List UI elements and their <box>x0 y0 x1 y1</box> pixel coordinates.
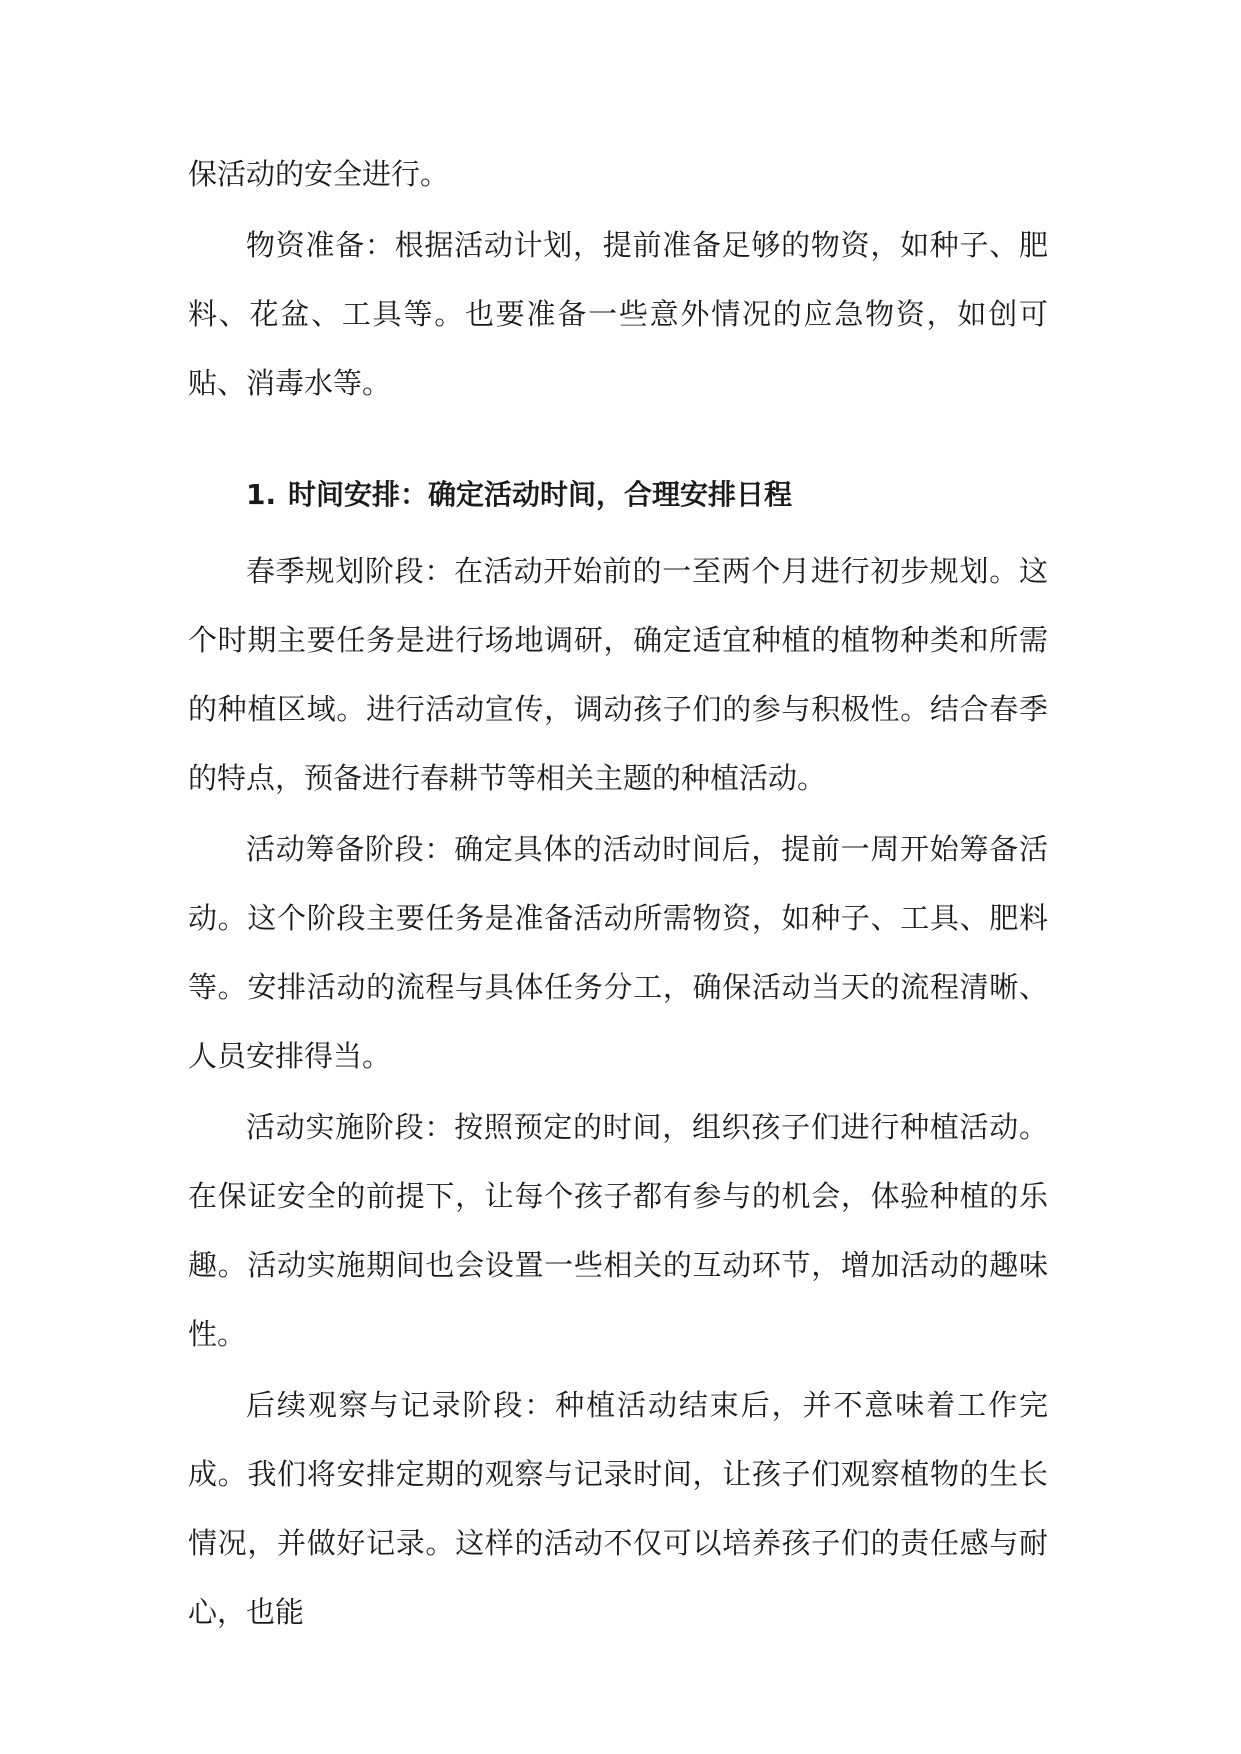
section-heading-number: 1. <box>246 478 277 511</box>
document-body <box>188 140 1048 1649</box>
paragraph-continuation: 保活动的安全进行。 <box>188 157 450 191</box>
paragraph-spring-planning: 春季规划阶段：在活动开始前的一至两个月进行初步规划。这个时期主要任务是进行场地调研，确定适宜种植的植物种类和所需的种植区域。进行活动宣传，调动孩子们的参与积极性。结合春季的特点，预备进行春耕节等相关主题的种植活动。 <box>188 554 1048 795</box>
paragraph-preparation: 活动筹备阶段：确定具体的活动时间后，提前一周开始筹备活动。这个阶段主要任务是准备活动所需物资，如种子、工具、肥料等。安排活动的流程与具体任务分工，确保活动当天的流程清晰、人员安排得当。 <box>188 832 1048 1073</box>
paragraph-implementation: 活动实施阶段：按照预定的时间，组织孩子们进行种植活动。在保证安全的前提下，让每个孩子都有参与的机会，体验种植的乐趣。活动实施期间也会设置一些相关的互动环节，增加活动的趣味性。 <box>188 1110 1048 1351</box>
section-heading <box>188 460 1048 529</box>
section-heading-text: 时间安排：确定活动时间，合理安排日程 <box>288 478 793 511</box>
paragraph-materials: 物资准备：根据活动计划，提前准备足够的物资，如种子、肥料、花盆、工具等。也要准备一些意外情况的应急物资，如创可贴、消毒水等。 <box>188 228 1048 400</box>
paragraph-observation: 后续观察与记录阶段：种植活动结束后，并不意味着工作完成。我们将安排定期的观察与记录时间，让孩子们观察植物的生长情况，并做好记录。这样的活动不仅可以培养孩子们的责任感与耐心，也能 <box>188 1388 1048 1629</box>
